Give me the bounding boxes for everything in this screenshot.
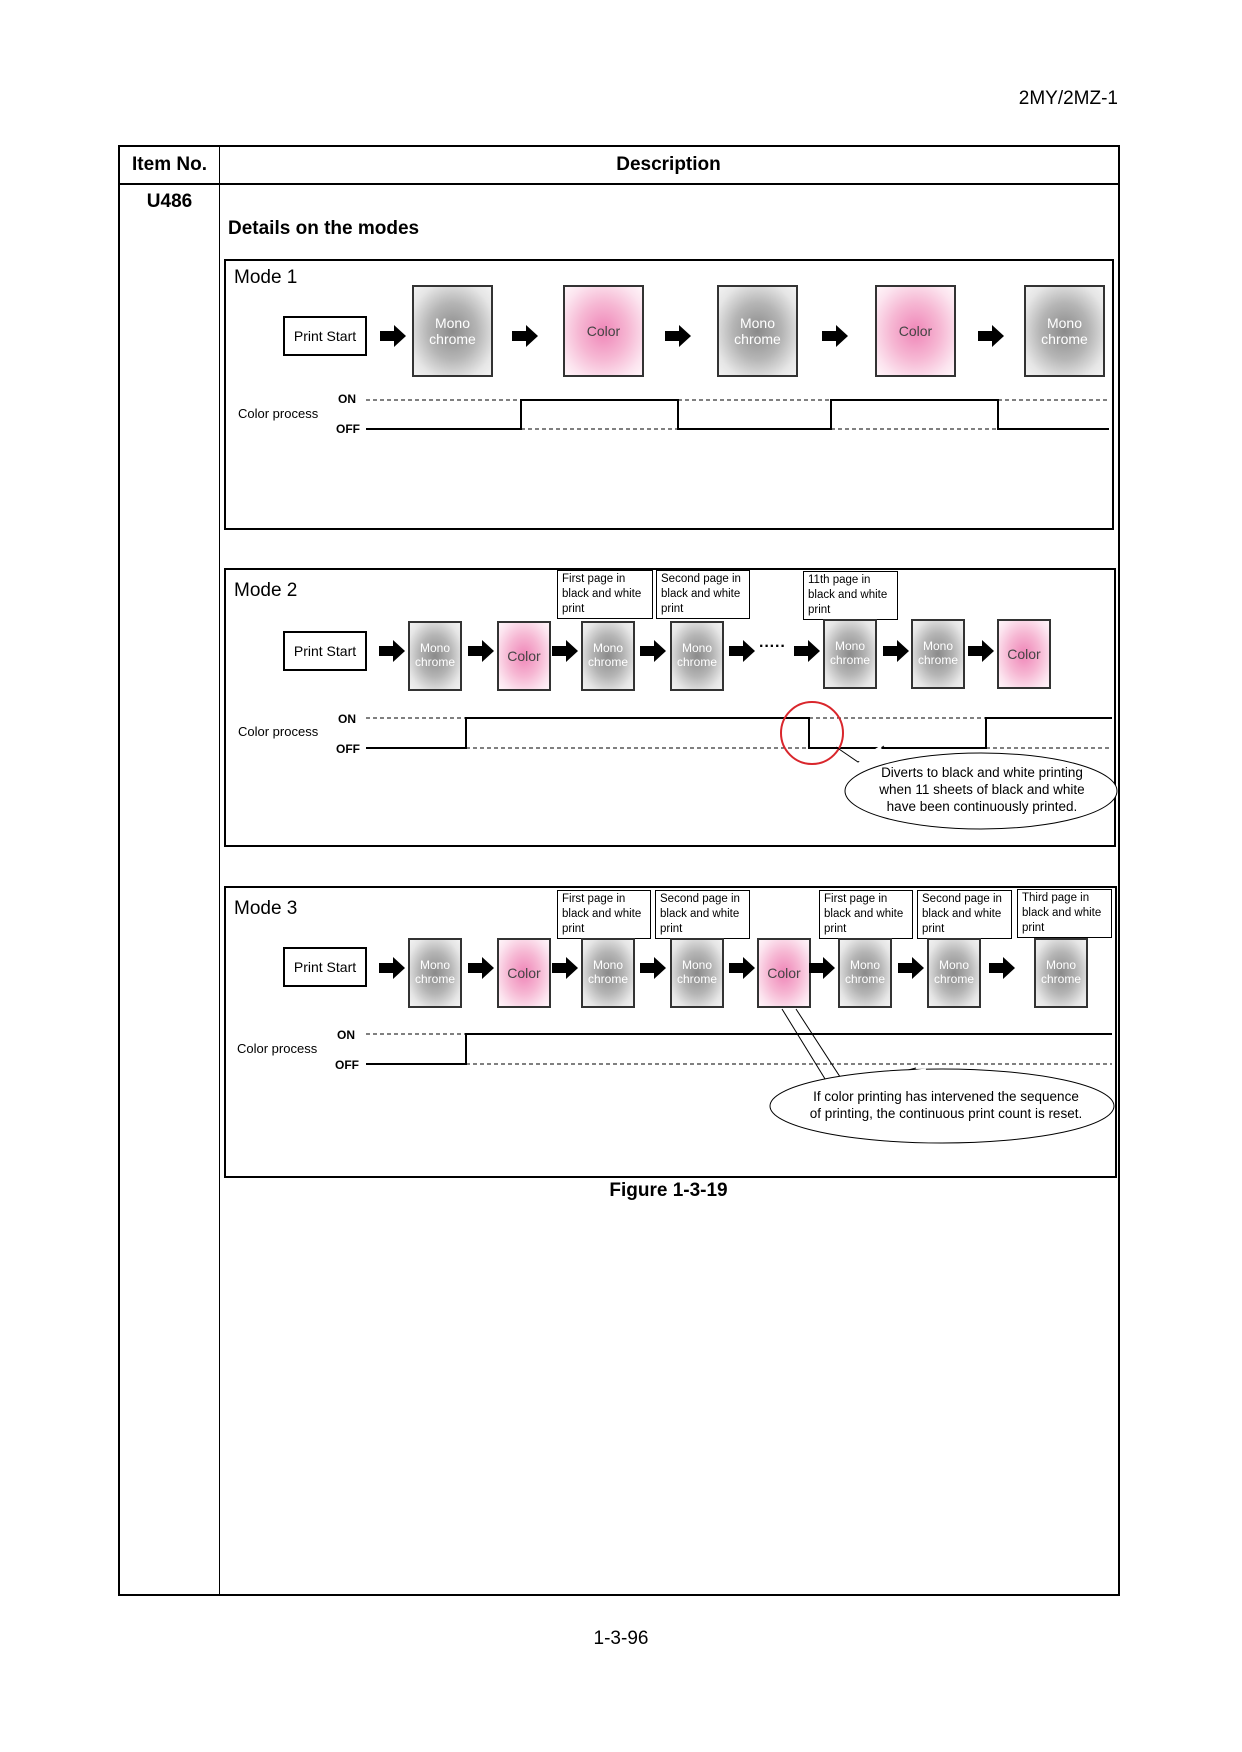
sheet-monochrome: Mono chrome (1034, 938, 1088, 1008)
off-label: OFF (335, 1058, 359, 1072)
column-divider (219, 147, 220, 1594)
sheet-color: Color (497, 938, 551, 1008)
sheet-monochrome: Mono chrome (911, 619, 965, 689)
sheet-monochrome: Mono chrome (581, 938, 635, 1008)
color-process-label: Color process (238, 406, 319, 421)
highlight-circle (781, 702, 843, 764)
sheet-color: Color (563, 285, 644, 377)
mode-2-panel (224, 568, 1116, 847)
sheet-monochrome: Mono chrome (1024, 285, 1105, 377)
sheet-monochrome: Mono chrome (408, 938, 462, 1008)
print-start-box: Print Start (283, 631, 367, 671)
note-second-page: Second page in black and white print (917, 890, 1012, 939)
color-process-signal (226, 261, 1112, 528)
sheet-color: Color (997, 619, 1051, 689)
mode-1-title: Mode 1 (234, 267, 298, 288)
note-first-page: First page in black and white print (819, 890, 913, 939)
col-header-description: Description (616, 154, 721, 175)
callout-text: If color printing has intervened the sequence of printing, the continuous print count is reset. (809, 1089, 1083, 1121)
col-header-item-no: Item No. (132, 154, 207, 175)
note-first-page: First page in black and white print (557, 570, 653, 619)
sheet-monochrome: Mono chrome (408, 621, 462, 691)
page-number: 1-3-96 (593, 1628, 649, 1649)
off-label: OFF (336, 422, 360, 436)
header-divider (120, 183, 1118, 185)
sheet-monochrome: Mono chrome (581, 621, 635, 691)
off-label: OFF (336, 742, 360, 756)
sheet-monochrome: Mono chrome (670, 938, 724, 1008)
mode-3-title: Mode 3 (234, 898, 298, 919)
note-11th-page: 11th page in black and white print (803, 571, 898, 620)
section-title: Details on the modes (228, 218, 420, 239)
color-process-label: Color process (238, 724, 319, 739)
callout-text: Diverts to black and white printing when 11 sheets of black and white have been continuously printed. (879, 765, 1085, 814)
note-second-page: Second page in black and white print (655, 890, 750, 939)
on-label: ON (337, 1028, 355, 1042)
sheet-monochrome: Mono chrome (838, 938, 892, 1008)
spec-table (118, 145, 1120, 1596)
note-second-page: Second page in black and white print (656, 570, 750, 619)
ellipsis-dots: ····· (759, 638, 786, 655)
item-number: U486 (146, 191, 193, 212)
mode-3-panel (224, 886, 1117, 1178)
mode-2-title: Mode 2 (234, 580, 298, 601)
note-third-page: Third page in black and white print (1017, 889, 1112, 938)
mode-1-panel (224, 259, 1114, 530)
sheet-color: Color (757, 938, 811, 1008)
color-process-signal (226, 888, 1115, 1176)
sheet-color: Color (875, 285, 956, 377)
note-first-page: First page in black and white print (557, 890, 651, 939)
doc-code: 2MY/2MZ-1 (1018, 88, 1118, 109)
print-start-box: Print Start (283, 316, 367, 356)
on-label: ON (338, 712, 356, 726)
sheet-monochrome: Mono chrome (823, 619, 877, 689)
figure-caption: Figure 1-3-19 (609, 1180, 728, 1201)
sheet-monochrome: Mono chrome (670, 621, 724, 691)
sheet-monochrome: Mono chrome (927, 938, 981, 1008)
print-start-box: Print Start (283, 947, 367, 987)
sheet-monochrome: Mono chrome (717, 285, 798, 377)
color-process-label: Color process (237, 1041, 318, 1056)
on-label: ON (338, 392, 356, 406)
sheet-color: Color (497, 621, 551, 691)
sheet-monochrome: Mono chrome (412, 285, 493, 377)
